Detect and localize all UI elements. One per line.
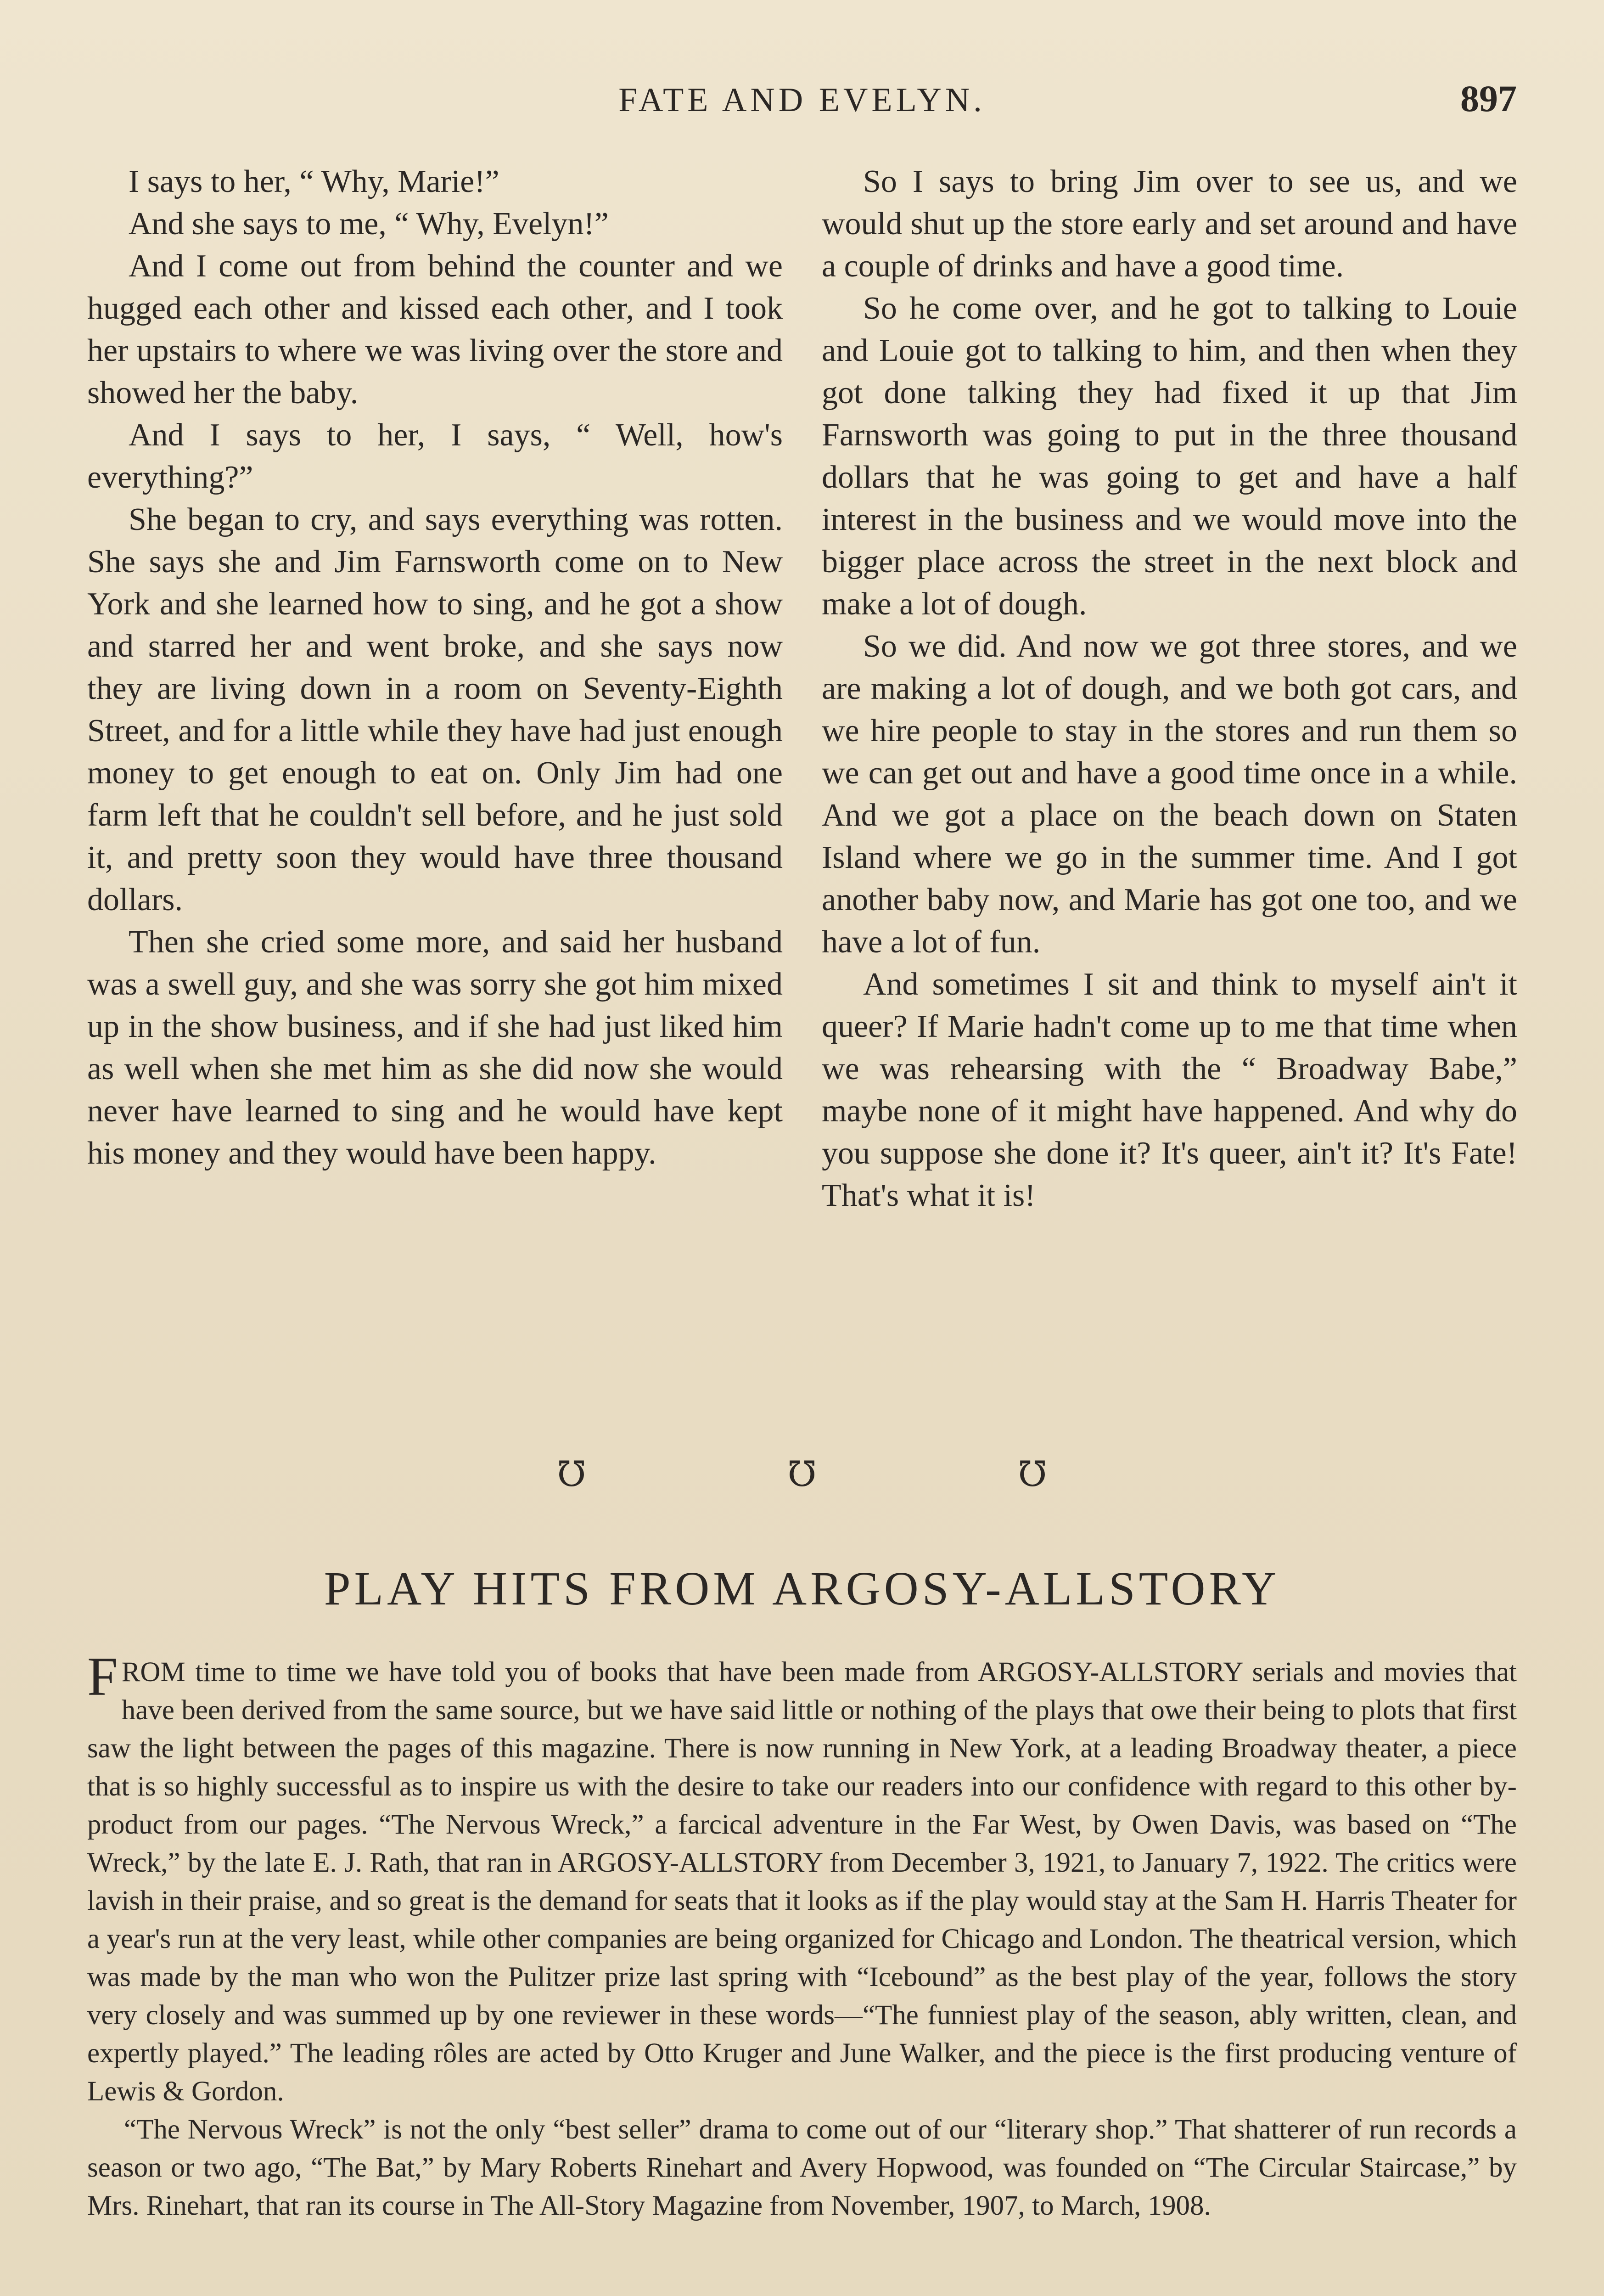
story-right-column [822, 161, 1517, 1217]
running-title: FATE AND EVELYN. [618, 81, 986, 119]
story-paragraph: And sometimes I sit and think to myself ain't it queer? If Marie hadn't come up to me that time when we was rehearsing with the “ Broadway Babe,” maybe none of it might have happened. And why do you suppose she done it? It's queer, ain't it? It's Fate! That's what it is! [822, 967, 1517, 1213]
ornament-icon: ℧ [1018, 1455, 1047, 1494]
article-body [87, 1646, 1517, 2225]
page-number: 897 [1460, 78, 1517, 119]
story-paragraph: And she says to me, “ Why, Evelyn!” [129, 206, 609, 242]
running-head [87, 64, 1517, 129]
ornament-icon: ℧ [557, 1455, 586, 1494]
story-paragraph: So I says to bring Jim over to see us, and we would shut up the store early and set around and have a couple of drinks and have a good time. [822, 164, 1517, 284]
article-paragraph-text: “The Nervous Wreck” is not the only “best seller” drama to come out of our “literary shop.” That shatterer of run records a season or two ago, “The Bat,” by Mary Roberts Rinehart and Avery Hopwood, was founded on “The Circular Staircase,” by Mrs. Rinehart, that ran its course in The All-Story Magazine from November, 1907, to March, 1908. [87, 2114, 1517, 2221]
ornament-icon: ℧ [787, 1455, 817, 1494]
story-paragraph: I says to her, “ Why, Marie!” [129, 164, 499, 199]
story-paragraph: So we did. And now we got three stores, and we are making a lot of dough, and we both got cars, and we hire people to stay in the stores and run them so we can get out and have a good time once in a while. And we got a place on the beach down on Staten Island where we go in the summer time. And I got another baby now, and Marie has got one too, and we have a lot of fun. [822, 629, 1517, 960]
article-title: PLAY HITS FROM ARGOSY-ALLSTORY [324, 1562, 1280, 1615]
drop-cap: F [87, 1646, 118, 1707]
section-ornaments [0, 1453, 1604, 1504]
story-paragraph: And I come out from behind the counter and we hugged each other and kissed each other, and I took her upstairs to where we was living over the store and showed her the baby. [87, 248, 783, 411]
story-paragraph: She began to cry, and says everything was rotten. She says she and Jim Farnsworth come on to New York and she learned how to sing, and he got a show and starred her and went broke, and she says now they are living down in a room on Seventy-Eighth Street, and for a little while they have had just enough money to get enough to eat on. Only Jim had one farm left that he couldn't sell before, and he just sold it, and pretty soon they would have three thousand dollars. [87, 502, 783, 917]
article-paragraph [87, 1646, 1517, 2110]
article-paragraph-text: ROM time to time we have told you of books that have been made from ARGOSY-ALLSTORY serials and movies that have been derived from the same source, but we have said little or nothing of the plays that owe their being to plots that first saw the light between the pages of this magazine. There is now running in New York, at a leading Broadway theater, a piece that is so highly successful as to inspire us with the desire to take our readers into our confidence with regard to this other by-product from our pages. “The Nervous Wreck,” a farcical adventure in the Far West, by Owen Davis, was based on “The Wreck,” by the late E. J. Rath, that ran in ARGOSY-ALLSTORY from December 3, 1921, to January 7, 1922. The critics were lavish in their praise, and so great is the demand for seats that it looks as if the play would stay at the Sam H. Harris Theater for a year's run at the very least, while other companies are being organized for Chicago and London. The theatrical version, which was made by the man who won the Pulitzer prize last spring with “Icebound” as the best play of the year, follows the story very closely and was summed up by one reviewer in these words—“The funniest play of the season, ably written, clean, and expertly played.” The leading rôles are acted by Otto Kruger and June Walker, and the piece is the first producing venture of Lewis & Gordon. [87, 1657, 1517, 2107]
story-left-column [87, 161, 783, 1175]
story-paragraph: So he come over, and he got to talking to Louie and Louie got to talking to him, and then when they got done talking they had fixed it up that Jim Farnsworth was going to put in the three thousand dollars that he was going to get and have a half interest in the business and we would move into the bigger place across the street in the next block and make a lot of dough. [822, 291, 1517, 622]
article-paragraph [87, 2110, 1517, 2225]
story-paragraph: And I says to her, I says, “ Well, how's everything?” [87, 417, 783, 495]
story-paragraph: Then she cried some more, and said her husband was a swell guy, and she was sorry she got him mixed up in the show business, and if she had just liked him as well when she met him as she did now she would never have learned to sing and he would have kept his money and they would have been happy. [87, 924, 783, 1171]
